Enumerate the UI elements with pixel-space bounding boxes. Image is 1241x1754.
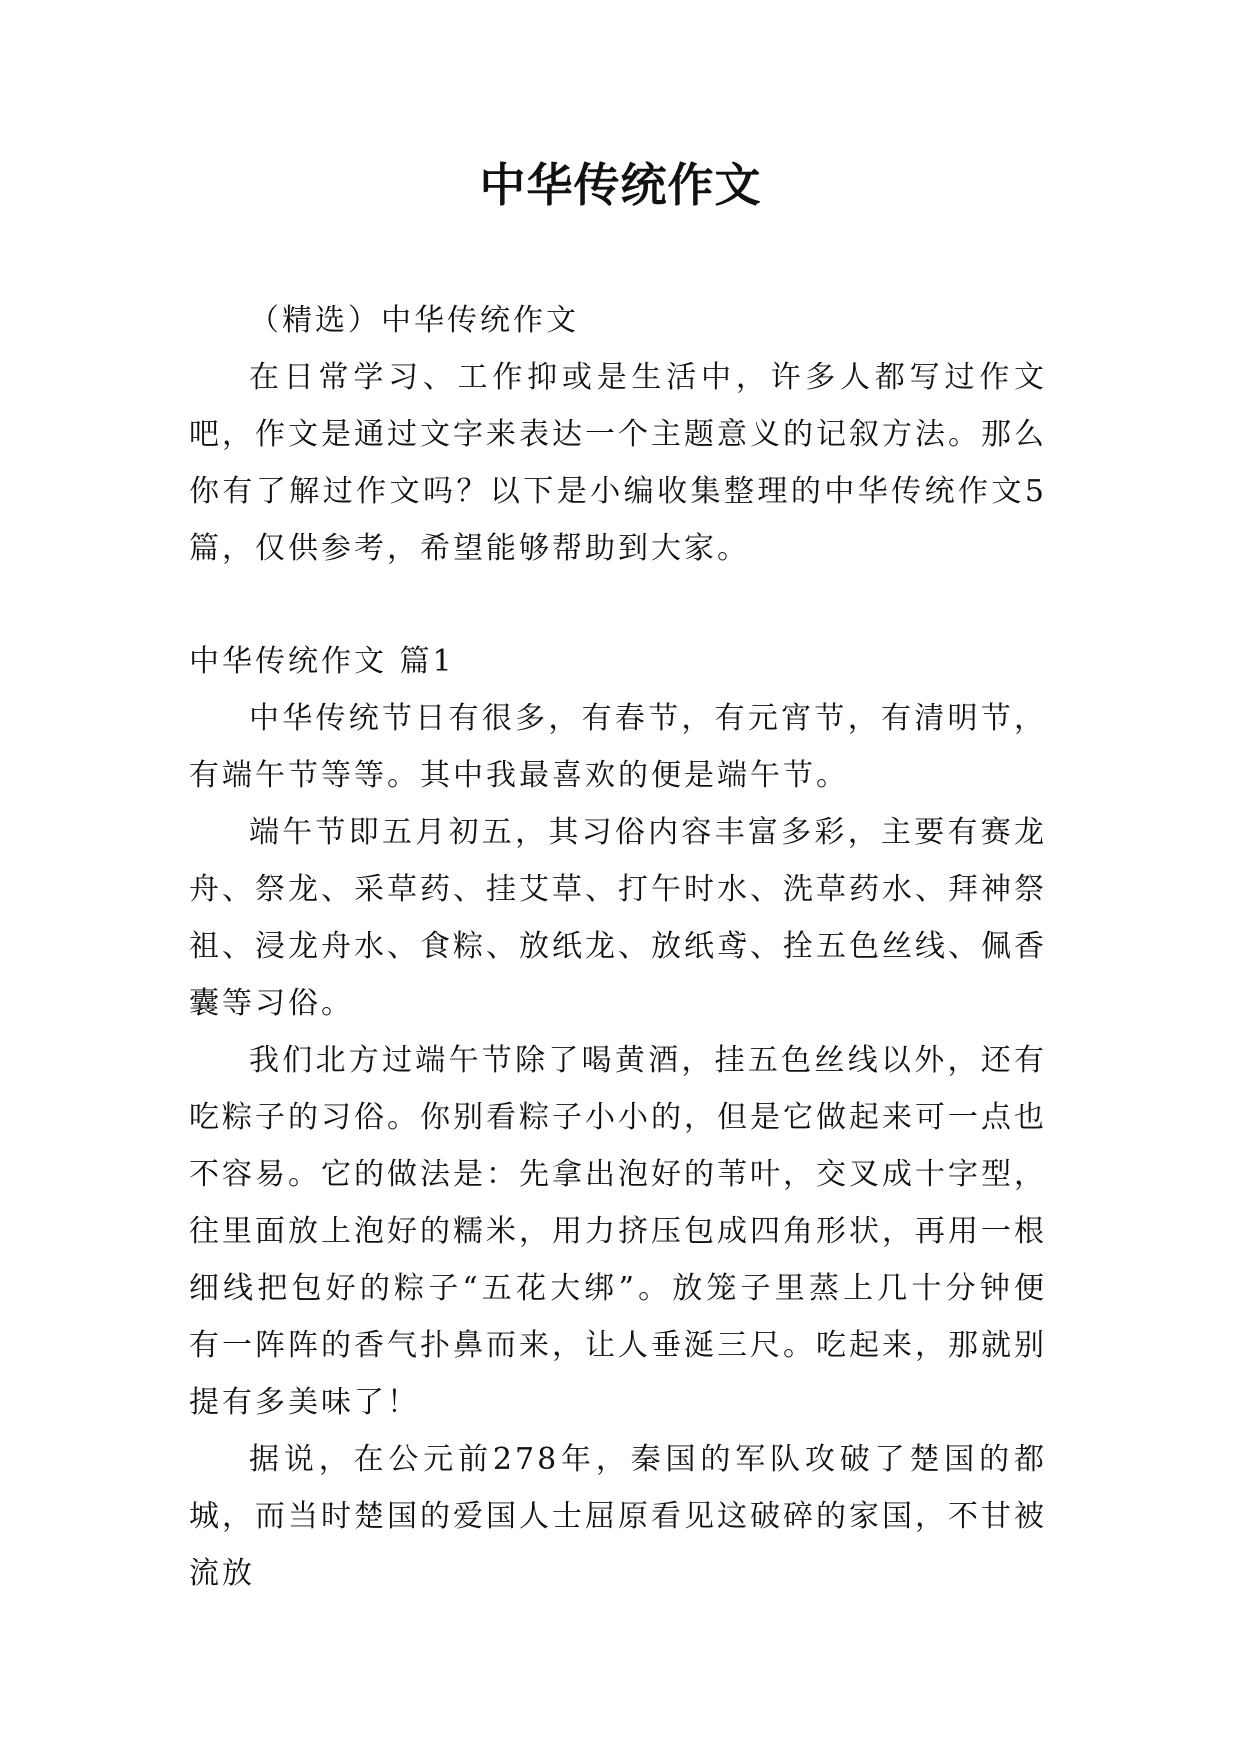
body-paragraph-2: 端午节即五月初五，其习俗内容丰富多彩，主要有赛龙舟、祭龙、采草药、挂艾草、打午时水、洗草药水、拜神祭祖、浸龙舟水、食粽、放纸龙、放纸鸢、拴五色丝线、佩香囊等习俗。 — [189, 815, 1047, 1021]
body-paragraph-3: 我们北方过端午节除了喝黄酒，挂五色丝线以外，还有吃粽子的习俗。你别看粽子小小的，但是它做起来可一点也不容易。它的做法是：先拿出泡好的苇叶，交叉成十字型，往里面放上泡好的糯米，用力挤压包成四角形状，再用一根细线把包好的粽子“五花大绑”。放笼子里蒸上几十分钟便有一阵阵的香气扑鼻而来，让人垂涎三尺。吃起来，那就别提有多美味了！ — [189, 1043, 1047, 1420]
document-title: 中华传统作文 — [479, 158, 762, 212]
section-heading: 中华传统作文 篇1 — [189, 644, 455, 679]
document-body — [189, 292, 1047, 1602]
intro-paragraph: 在日常学习、工作抑或是生活中，许多人都写过作文吧，作文是通过文字来表达一个主题意义的记叙方法。那么你有了解过作文吗？以下是小编收集整理的中华传统作文5篇，仅供参考，希望能够帮助到大家。 — [189, 360, 1047, 566]
body-paragraph-4: 据说，在公元前278年，秦国的军队攻破了楚国的都城，而当时楚国的爱国人士屈原看见这破碎的家国，不甘被流放 — [189, 1442, 1047, 1591]
document-subtitle: （精选）中华传统作文 — [249, 303, 579, 338]
body-paragraph-1: 中华传统节日有很多，有春节，有元宵节，有清明节，有端午节等等。其中我最喜欢的便是端午节。 — [189, 701, 1047, 793]
